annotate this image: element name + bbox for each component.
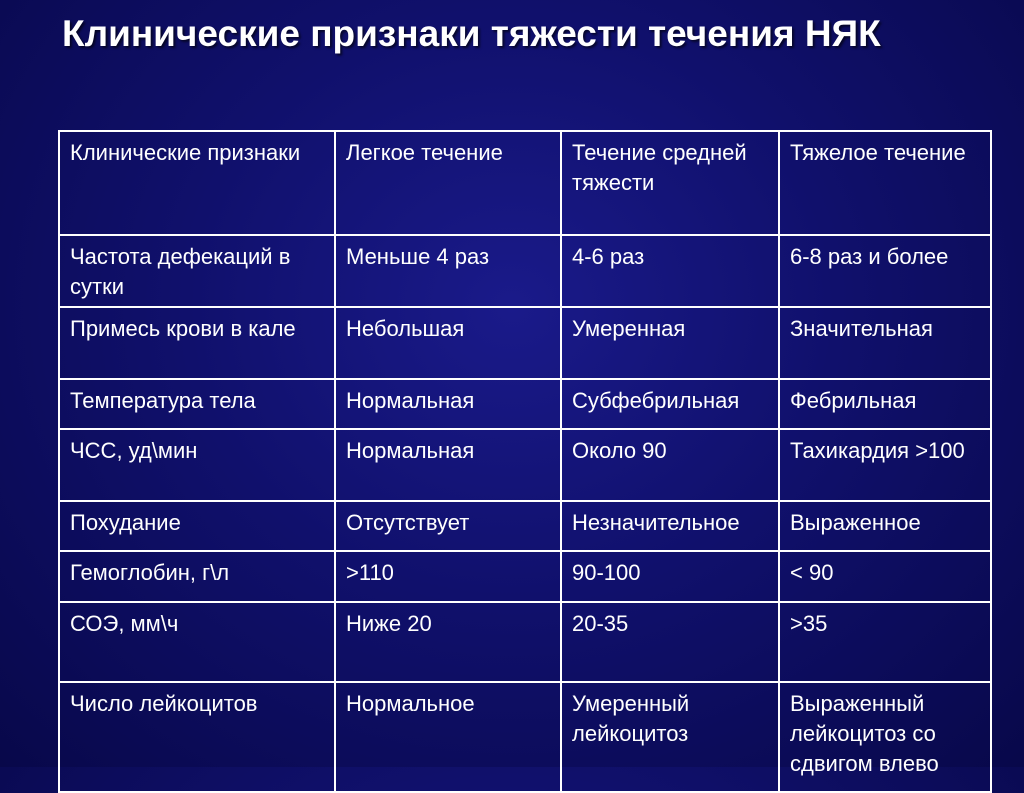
table-row — [59, 379, 991, 429]
header-cell: Легкое течение — [335, 131, 561, 235]
table-row — [59, 602, 991, 682]
table-row — [59, 551, 991, 602]
table-header-row — [59, 131, 991, 235]
table-cell: Выраженное — [779, 501, 991, 551]
header-cell: Клинические признаки — [59, 131, 335, 235]
table-cell: Нормальное — [335, 682, 561, 792]
table-cell: Фебрильная — [779, 379, 991, 429]
table-cell: ЧСС, уд\мин — [59, 429, 335, 501]
table-cell: Около 90 — [561, 429, 779, 501]
table-cell: Выраженный лейкоцитоз со сдвигом влево — [779, 682, 991, 792]
table-cell: Умеренный лейкоцитоз — [561, 682, 779, 792]
slide-title: Клинические признаки тяжести течения НЯК — [62, 13, 881, 54]
table-cell: < 90 — [779, 551, 991, 602]
severity-table — [58, 130, 992, 793]
table-row — [59, 682, 991, 792]
table-cell: Небольшая — [335, 307, 561, 379]
table-row — [59, 429, 991, 501]
table-cell: Частота дефекаций в сутки — [59, 235, 335, 307]
table-cell: Нормальная — [335, 429, 561, 501]
table-cell: Примесь крови в кале — [59, 307, 335, 379]
header-cell: Течение средней тяжести — [561, 131, 779, 235]
table-cell: >110 — [335, 551, 561, 602]
table-row — [59, 501, 991, 551]
table-cell: 4-6 раз — [561, 235, 779, 307]
table-cell: Меньше 4 раз — [335, 235, 561, 307]
table-cell: 6-8 раз и более — [779, 235, 991, 307]
table-cell: Умеренная — [561, 307, 779, 379]
table-cell: 20-35 — [561, 602, 779, 682]
table-cell: 90-100 — [561, 551, 779, 602]
table-cell: Похудание — [59, 501, 335, 551]
table-row — [59, 235, 991, 307]
table-cell: Гемоглобин, г\л — [59, 551, 335, 602]
table-cell: Ниже 20 — [335, 602, 561, 682]
table-cell: Отсутствует — [335, 501, 561, 551]
table-cell: Субфебрильная — [561, 379, 779, 429]
table-cell: Нормальная — [335, 379, 561, 429]
header-cell: Тяжелое течение — [779, 131, 991, 235]
table-cell: Тахикардия >100 — [779, 429, 991, 501]
table-cell: >35 — [779, 602, 991, 682]
table-cell: Незначительное — [561, 501, 779, 551]
table-cell: Температура тела — [59, 379, 335, 429]
table-cell: СОЭ, мм\ч — [59, 602, 335, 682]
table-cell: Число лейкоцитов — [59, 682, 335, 792]
table-row — [59, 307, 991, 379]
table-cell: Значительная — [779, 307, 991, 379]
